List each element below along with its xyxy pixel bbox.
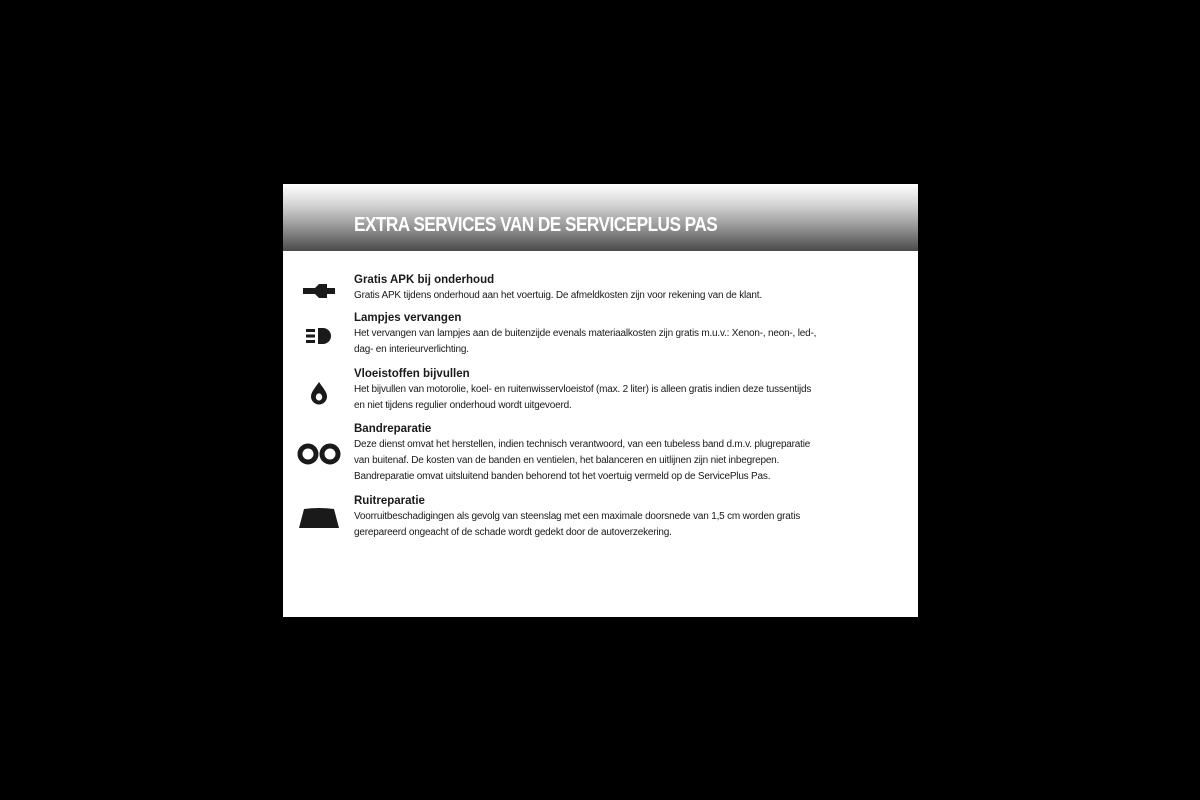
tires-icon [297,441,341,467]
service-title: Ruitreparatie [354,495,425,507]
header-banner [283,184,918,251]
service-description [354,288,884,304]
description-line: dag- en interieurverlichting. [354,344,469,355]
description-line: van buitenaf. De kosten van de banden en ventielen, het balanceren en uitlijnen zijn niet inbegrepen. [354,455,780,466]
services-card [283,184,918,617]
service-description [354,382,884,414]
description-line: Gratis APK tijdens onderhoud aan het voertuig. De afmeldkosten zijn voor rekening van de klant. [354,290,762,301]
description-line: Het vervangen van lampjes aan de buitenzijde evenals materiaalkosten zijn gratis m.u.v.: Xenon-, neon-, led-, [354,328,817,339]
service-text [354,366,884,414]
service-title: Vloeistoffen bijvullen [354,368,470,380]
drop-icon [297,379,341,407]
description-line: Het bijvullen van motorolie, koel- en ruitenwisservloeistof (max. 2 liter) is alleen gratis indien deze tussentijds [354,384,812,395]
service-title: Gratis APK bij onderhoud [354,274,495,286]
service-text [354,421,884,485]
headlight-icon [297,324,341,348]
service-text [354,493,884,541]
service-text [354,310,884,358]
description-line: Voorruitbeschadigingen als gevolg van steenslag met een maximale doorsnede van 1,5 cm worden gratis [354,511,801,522]
description-line: Bandreparatie omvat uitsluitend banden behorend tot het voertuig vermeld op de ServicePlus Pas. [354,471,771,482]
service-title: Bandreparatie [354,423,432,435]
description-line: gerepareerd ongeacht of de schade wordt gedekt door de autoverzekering. [354,527,672,538]
service-description [354,326,884,358]
description-line: Deze dienst omvat het herstellen, indien technisch verantwoord, van een tubeless band d.m.v. plugreparatie [354,439,811,450]
wrench-icon [297,280,341,302]
service-description [354,437,884,485]
description-line: en niet tijdens regulier onderhoud wordt uitgevoerd. [354,400,572,411]
service-description [354,509,884,541]
windshield-icon [297,505,341,531]
service-text [354,272,884,304]
page-title: EXTRA SERVICES VAN DE SERVICEPLUS PAS [354,214,718,236]
service-title: Lampjes vervangen [354,312,462,324]
